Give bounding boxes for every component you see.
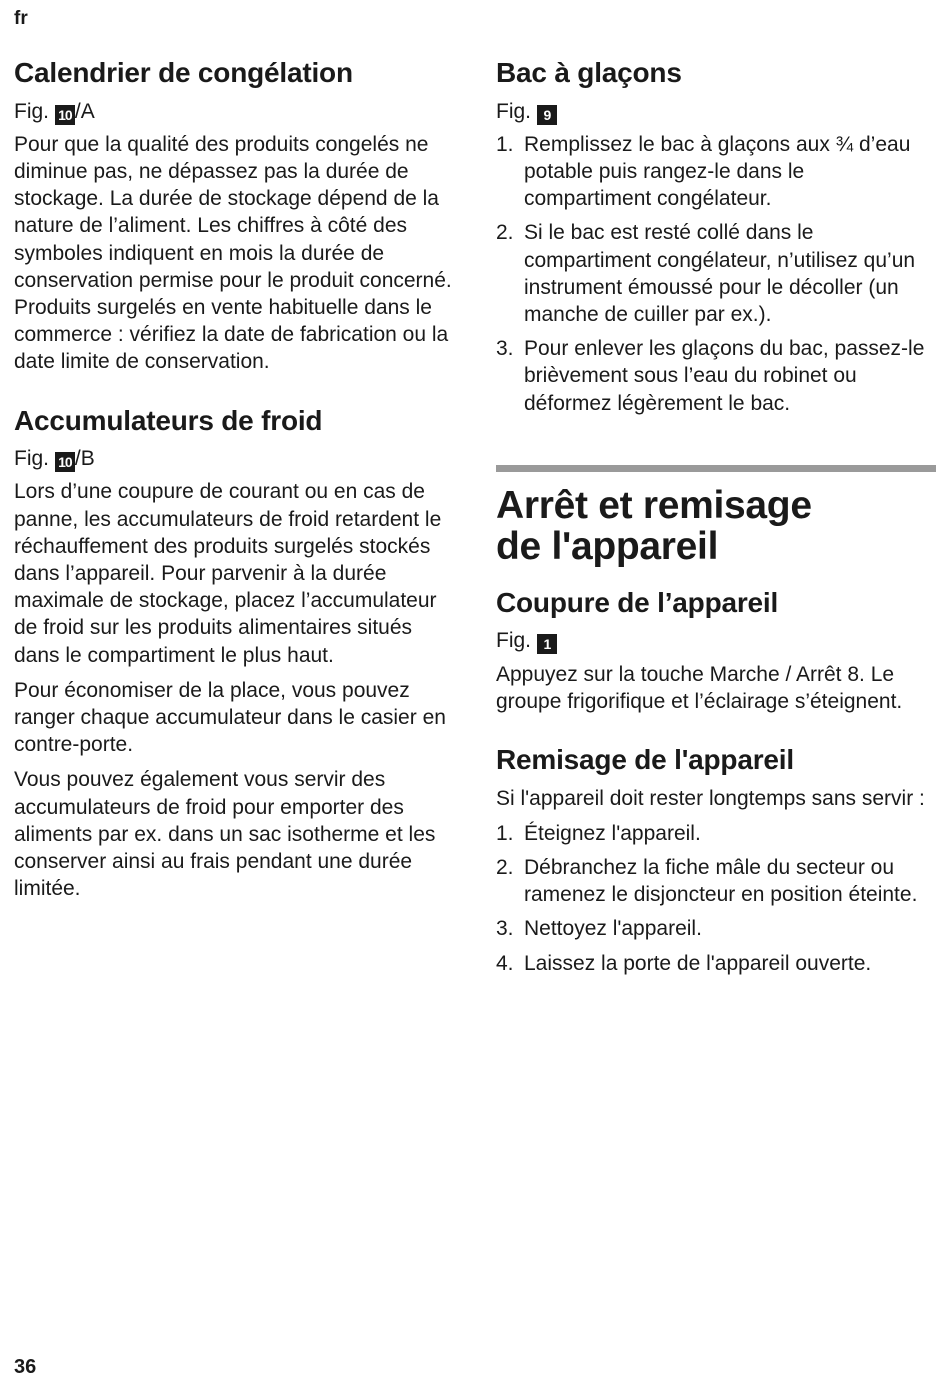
step-number: 1.	[496, 821, 514, 845]
steps-list	[496, 820, 936, 977]
heading-accumulateurs: Accumulateurs de froid	[14, 404, 323, 436]
chapter-title	[496, 483, 936, 568]
heading-calendrier: Calendrier de congélation	[14, 57, 353, 88]
fig-number-badge: 1	[537, 634, 557, 654]
heading-bac-glacons: Bac à glaçons	[496, 57, 682, 88]
paragraph: Pour que la qualité des produits congelés ne diminue pas, ne dépassez pas la durée de stockage. La durée de stockage dépend de la nature de l’aliment. Les chiffres à côté des symboles indiquent en mois la durée de conservation permise pour le produit concerné. Produits surgelés en vente habituelle dans le commerce : vérifiez la date de fabrication ou la date limite de conservation.	[14, 132, 452, 374]
fig-prefix: Fig.	[496, 629, 532, 653]
step-number: 2.	[496, 855, 514, 879]
paragraph: Si l'appareil doit rester longtemps sans servir :	[496, 786, 925, 810]
step-number: 4.	[496, 951, 514, 975]
section-accumulateurs	[14, 404, 454, 903]
paragraph: Appuyez sur la touche Marche / Arrêt 8. Le groupe frigorifique et l’éclairage s’éteignent.	[496, 662, 903, 713]
step-text: Remplissez le bac à glaçons aux ¾ d’eau potable puis rangez-le dans le compartiment congélateur.	[524, 132, 911, 211]
chapter-title-line2: de l'appareil	[496, 524, 719, 568]
left-column	[14, 56, 454, 930]
step-text: Laissez la porte de l'appareil ouverte.	[524, 951, 872, 975]
list-item	[496, 950, 936, 977]
fig-reference	[14, 445, 454, 472]
language-label: fr	[14, 8, 28, 29]
section-calendrier	[14, 56, 454, 376]
step-text: Éteignez l'appareil.	[524, 821, 701, 845]
fig-suffix: /A	[74, 99, 95, 123]
list-item	[496, 915, 936, 942]
section-coupure	[496, 586, 936, 715]
fig-suffix: /B	[74, 447, 95, 471]
step-text: Pour enlever les glaçons du bac, passez-le brièvement sous l’eau du robinet ou déformez légèrement le bac.	[524, 337, 925, 415]
list-item	[496, 219, 936, 328]
fig-reference	[14, 98, 454, 125]
list-item	[496, 131, 936, 213]
fig-reference	[496, 98, 936, 125]
list-item	[496, 335, 936, 417]
fig-reference	[496, 627, 936, 654]
fig-prefix: Fig.	[14, 447, 50, 471]
fig-prefix: Fig.	[496, 99, 532, 123]
chapter-divider	[496, 465, 936, 472]
paragraph: Pour économiser de la place, vous pouvez ranger chaque accumulateur dans le casier en contre-porte.	[14, 678, 446, 757]
paragraph: Lors d’une coupure de courant ou en cas de panne, les accumulateurs de froid retardent le réchauffement des produits surgelés stockés dans l’appareil. Pour parvenir à la durée maximale de stockage, placez l’accumulateur de froid sur les produits alimentaires situés dans le compartiment le plus haut.	[14, 480, 442, 667]
paragraph: Vous pouvez également vous servir des accumulateurs de froid pour emporter des aliments par ex. dans un sac isotherme et les conserver ainsi au frais pendant une durée limitée.	[14, 768, 436, 901]
step-number: 1.	[496, 132, 514, 156]
step-text: Si le bac est resté collé dans le compartiment congélateur, n’utilisez qu’un instrument émoussé pour le décoller (un manche de cuiller par ex.).	[524, 221, 916, 327]
step-text: Nettoyez l'appareil.	[524, 917, 702, 941]
heading-coupure: Coupure de l’appareil	[496, 586, 779, 618]
fig-number-badge: 9	[537, 105, 557, 125]
step-number: 2.	[496, 221, 514, 245]
section-bac-glacons	[496, 56, 936, 417]
step-number: 3.	[496, 917, 514, 941]
page-number: 36	[14, 1356, 37, 1378]
heading-remisage: Remisage de l'appareil	[496, 743, 794, 775]
list-item	[496, 820, 936, 847]
chapter-title-line1: Arrêt et remisage	[496, 483, 812, 527]
list-item	[496, 854, 936, 908]
fig-prefix: Fig.	[14, 99, 50, 123]
step-text: Débranchez la fiche mâle du secteur ou ramenez le disjoncteur en position éteinte.	[524, 855, 918, 907]
steps-list	[496, 131, 936, 417]
step-number: 3.	[496, 337, 514, 361]
right-column	[496, 56, 936, 984]
fig-number-badge: 10	[55, 452, 75, 472]
fig-number-badge: 10	[55, 105, 75, 125]
section-remisage	[496, 743, 936, 977]
